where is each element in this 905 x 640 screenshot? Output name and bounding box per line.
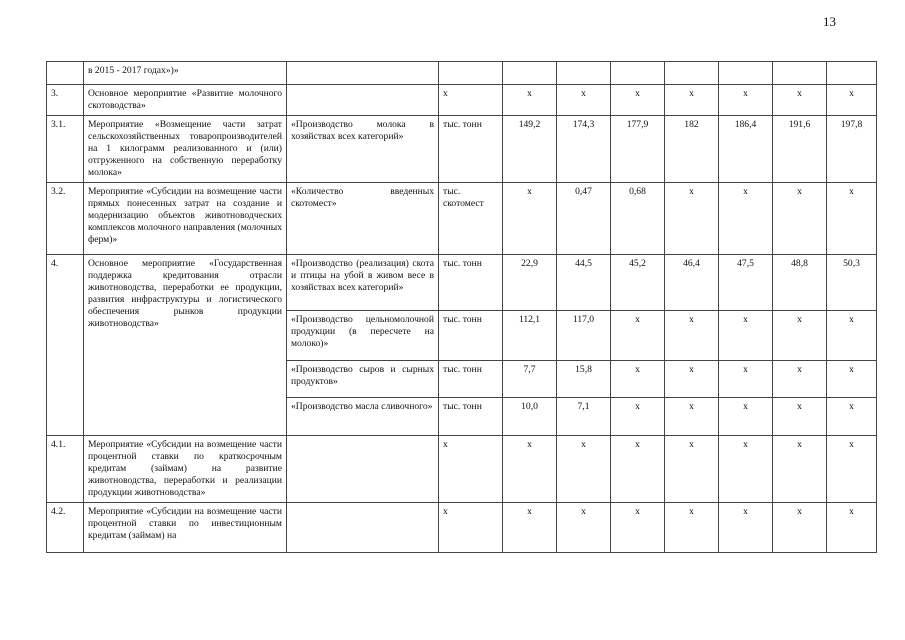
value-cell-text: 47,5 — [737, 258, 754, 269]
value-cell-text: х — [849, 364, 854, 375]
value-cell — [557, 503, 611, 553]
value-cell-text: х — [689, 401, 694, 412]
value-cell — [611, 503, 665, 553]
value-cell — [827, 398, 877, 436]
row-number-cell-text: 3.1. — [51, 119, 66, 130]
value-cell-text: х — [797, 314, 802, 325]
value-cell-text: 46,4 — [683, 258, 700, 269]
value-cell — [773, 62, 827, 85]
value-cell — [665, 183, 719, 255]
value-cell — [503, 503, 557, 553]
value-cell — [719, 116, 773, 183]
value-cell — [557, 436, 611, 503]
page-number: 13 — [823, 14, 836, 29]
indicator-cell-text: «Производство молока в хозяйствах всех категорий» — [291, 119, 434, 142]
value-cell-text: 197,8 — [840, 119, 863, 130]
unit-cell-text: х — [443, 506, 448, 517]
value-cell-text: х — [797, 364, 802, 375]
event-cell — [84, 85, 287, 116]
value-cell-text: х — [797, 439, 802, 450]
value-cell-text: х — [527, 506, 532, 517]
row-number-cell-text: 3. — [51, 88, 59, 99]
value-cell-text: х — [849, 314, 854, 325]
value-cell — [503, 398, 557, 436]
indicator-cell — [287, 62, 439, 85]
table-row — [47, 255, 877, 311]
value-cell-text: 117,0 — [572, 314, 595, 325]
value-cell — [611, 361, 665, 398]
value-cell-text: х — [849, 401, 854, 412]
value-cell-text: 45,2 — [629, 258, 646, 269]
value-cell — [503, 85, 557, 116]
unit-cell-text: тыс. тонн — [443, 119, 482, 130]
value-cell — [503, 311, 557, 361]
value-cell — [773, 311, 827, 361]
indicator-cell-text: «Производство (реализация) скота и птицы на убой в живом весе в хозяйствах всех категорий» — [291, 258, 434, 293]
value-cell-text: 10,0 — [521, 401, 538, 412]
row-number-cell — [47, 62, 84, 85]
value-cell-text: 174,3 — [572, 119, 595, 130]
table-row — [47, 503, 877, 553]
indicator-cell — [287, 311, 439, 361]
value-cell-text: 177,9 — [626, 119, 649, 130]
value-cell — [719, 62, 773, 85]
row-number-cell — [47, 85, 84, 116]
unit-cell — [439, 361, 503, 398]
value-cell — [719, 183, 773, 255]
table-row — [47, 85, 877, 116]
value-cell-text: 7,1 — [577, 401, 590, 412]
row-number-cell-text: 4.2. — [51, 506, 66, 517]
value-cell-text: х — [849, 186, 854, 197]
value-cell — [773, 183, 827, 255]
value-cell — [557, 116, 611, 183]
value-cell — [773, 503, 827, 553]
event-cell — [84, 62, 287, 85]
value-cell — [611, 116, 665, 183]
value-cell-text: х — [797, 186, 802, 197]
value-cell-text: х — [581, 88, 586, 99]
indicator-cell — [287, 116, 439, 183]
value-cell — [611, 311, 665, 361]
value-cell-text: х — [635, 439, 640, 450]
value-cell-text: х — [527, 439, 532, 450]
value-cell-text: х — [797, 401, 802, 412]
unit-cell — [439, 85, 503, 116]
row-number-cell — [47, 503, 84, 553]
event-cell-text: Мероприятие «Субсидии на возмещение части процентной ставки по краткосрочным кредитам (займам) на развитие животноводства, переработки и реализации продукции животноводства» — [88, 439, 282, 498]
value-cell — [719, 361, 773, 398]
value-cell — [557, 311, 611, 361]
value-cell — [557, 361, 611, 398]
value-cell-text: 0,47 — [575, 186, 592, 197]
indicator-cell — [287, 436, 439, 503]
unit-cell-text: тыс. тонн — [443, 401, 482, 412]
unit-cell — [439, 116, 503, 183]
indicator-cell — [287, 255, 439, 311]
value-cell-text: х — [635, 364, 640, 375]
value-cell — [665, 398, 719, 436]
value-cell-text: 112,1 — [518, 314, 541, 325]
value-cell-text: 149,2 — [518, 119, 541, 130]
value-cell — [719, 311, 773, 361]
value-cell — [557, 62, 611, 85]
row-number-cell-text: 4.1. — [51, 439, 66, 450]
value-cell — [557, 85, 611, 116]
unit-cell-text: тыс. тонн — [443, 364, 482, 375]
value-cell — [719, 85, 773, 116]
value-cell — [665, 361, 719, 398]
unit-cell-text: тыс. скотомест — [443, 186, 484, 209]
value-cell — [611, 62, 665, 85]
value-cell-text: х — [797, 506, 802, 517]
value-cell — [557, 398, 611, 436]
value-cell-text: 22,9 — [521, 258, 538, 269]
event-cell — [84, 183, 287, 255]
value-cell — [665, 311, 719, 361]
event-cell — [84, 503, 287, 553]
value-cell-text: х — [689, 186, 694, 197]
event-cell-text: Основное мероприятие «Государственная поддержка кредитования отрасли животноводства, переработки ее продукции, развития инфраструктуры и логистического обеспечения рынков продукции животноводства» — [88, 258, 282, 329]
value-cell-text: х — [743, 314, 748, 325]
unit-cell — [439, 436, 503, 503]
value-cell-text: х — [689, 439, 694, 450]
value-cell — [827, 436, 877, 503]
value-cell — [503, 436, 557, 503]
indicator-cell-text: «Количество введенных скотомест» — [291, 186, 434, 209]
event-cell-text: Основное мероприятие «Развитие молочного скотоводства» — [88, 88, 282, 111]
value-cell-text: х — [635, 401, 640, 412]
value-cell — [827, 503, 877, 553]
value-cell-text: 50,3 — [843, 258, 860, 269]
row-number-cell — [47, 116, 84, 183]
unit-cell — [439, 398, 503, 436]
value-cell — [773, 116, 827, 183]
table-row — [47, 183, 877, 255]
value-cell-text: х — [635, 506, 640, 517]
value-cell — [719, 503, 773, 553]
value-cell — [665, 503, 719, 553]
value-cell-text: 44,5 — [575, 258, 592, 269]
event-cell-text: Мероприятие «Субсидии на возмещение части прямых понесенных затрат на создание и модернизацию объектов животноводческих комплексов молочного направления (молочных ферм)» — [88, 186, 282, 245]
value-cell-text: х — [849, 88, 854, 99]
value-cell-text: х — [743, 186, 748, 197]
value-cell — [827, 85, 877, 116]
value-cell — [665, 255, 719, 311]
value-cell — [557, 183, 611, 255]
value-cell — [773, 398, 827, 436]
indicator-cell-text: «Производство цельномолочной продукции (в пересчете на молоко)» — [291, 314, 434, 349]
value-cell-text: х — [797, 88, 802, 99]
value-cell-text: х — [689, 506, 694, 517]
value-cell-text: 0,68 — [629, 186, 646, 197]
indicator-cell — [287, 398, 439, 436]
event-cell-text: Мероприятие «Субсидии на возмещение части процентной ставки по инвестиционным кредитам (займам) на — [88, 506, 282, 541]
value-cell — [665, 436, 719, 503]
value-cell — [557, 255, 611, 311]
value-cell-text: 7,7 — [523, 364, 536, 375]
value-cell — [719, 436, 773, 503]
value-cell-text: х — [581, 506, 586, 517]
unit-cell-text: тыс. тонн — [443, 258, 482, 269]
indicator-cell — [287, 361, 439, 398]
indicator-cell — [287, 183, 439, 255]
value-cell-text: 186,4 — [734, 119, 757, 130]
event-cell-text: Мероприятие «Возмещение части затрат сельскохозяйственных товаропроизводителей на 1 килограмм реализованного и (или) отгруженного на собственную переработку молока» — [88, 119, 282, 178]
row-number-cell — [47, 436, 84, 503]
unit-cell — [439, 311, 503, 361]
value-cell — [503, 62, 557, 85]
table-row — [47, 62, 877, 85]
value-cell — [503, 183, 557, 255]
value-cell — [827, 255, 877, 311]
value-cell — [773, 436, 827, 503]
value-cell — [665, 62, 719, 85]
row-number-cell-text: 3.2. — [51, 186, 66, 197]
value-cell-text: 191,6 — [788, 119, 811, 130]
value-cell-text: 48,8 — [791, 258, 808, 269]
value-cell-text: х — [527, 88, 532, 99]
unit-cell — [439, 183, 503, 255]
value-cell-text: 15,8 — [575, 364, 592, 375]
value-cell-text: х — [849, 439, 854, 450]
value-cell-text: х — [743, 88, 748, 99]
value-cell — [773, 85, 827, 116]
event-cell — [84, 255, 287, 436]
unit-cell — [439, 503, 503, 553]
value-cell — [503, 255, 557, 311]
value-cell-text: х — [689, 314, 694, 325]
indicator-cell-text: «Производство сыров и сырных продуктов» — [291, 364, 434, 387]
value-cell — [665, 116, 719, 183]
row-number-cell-text: 4. — [51, 258, 59, 269]
value-cell — [827, 361, 877, 398]
value-cell — [611, 183, 665, 255]
value-cell-text: х — [527, 186, 532, 197]
indicator-cell — [287, 503, 439, 553]
event-cell — [84, 436, 287, 503]
value-cell-text: х — [743, 439, 748, 450]
table-row — [47, 116, 877, 183]
unit-cell-text: х — [443, 439, 448, 450]
value-cell — [773, 361, 827, 398]
unit-cell-text: тыс. тонн — [443, 314, 482, 325]
indicator-cell-text: «Производство масла сливочного» — [291, 401, 433, 412]
row-number-cell — [47, 183, 84, 255]
value-cell — [719, 255, 773, 311]
value-cell — [611, 398, 665, 436]
value-cell — [665, 85, 719, 116]
value-cell-text: х — [689, 364, 694, 375]
value-cell — [611, 255, 665, 311]
value-cell-text: х — [743, 364, 748, 375]
unit-cell — [439, 255, 503, 311]
value-cell — [719, 398, 773, 436]
value-cell-text: х — [849, 506, 854, 517]
unit-cell — [439, 62, 503, 85]
value-cell-text: х — [743, 506, 748, 517]
value-cell-text: х — [743, 401, 748, 412]
value-cell-text: х — [635, 88, 640, 99]
value-cell — [773, 255, 827, 311]
value-cell — [827, 311, 877, 361]
unit-cell-text: х — [443, 88, 448, 99]
value-cell — [503, 361, 557, 398]
value-cell — [611, 436, 665, 503]
value-cell — [827, 62, 877, 85]
value-cell-text: х — [581, 439, 586, 450]
event-cell-text: в 2015 - 2017 годах»)» — [88, 65, 179, 76]
row-number-cell — [47, 255, 84, 436]
value-cell — [611, 85, 665, 116]
value-cell-text: х — [689, 88, 694, 99]
value-cell-text: 182 — [684, 119, 699, 130]
value-cell — [827, 183, 877, 255]
table-row — [47, 436, 877, 503]
program-table — [46, 61, 877, 553]
indicator-cell — [287, 85, 439, 116]
value-cell — [503, 116, 557, 183]
event-cell — [84, 116, 287, 183]
value-cell — [827, 116, 877, 183]
value-cell-text: х — [635, 314, 640, 325]
